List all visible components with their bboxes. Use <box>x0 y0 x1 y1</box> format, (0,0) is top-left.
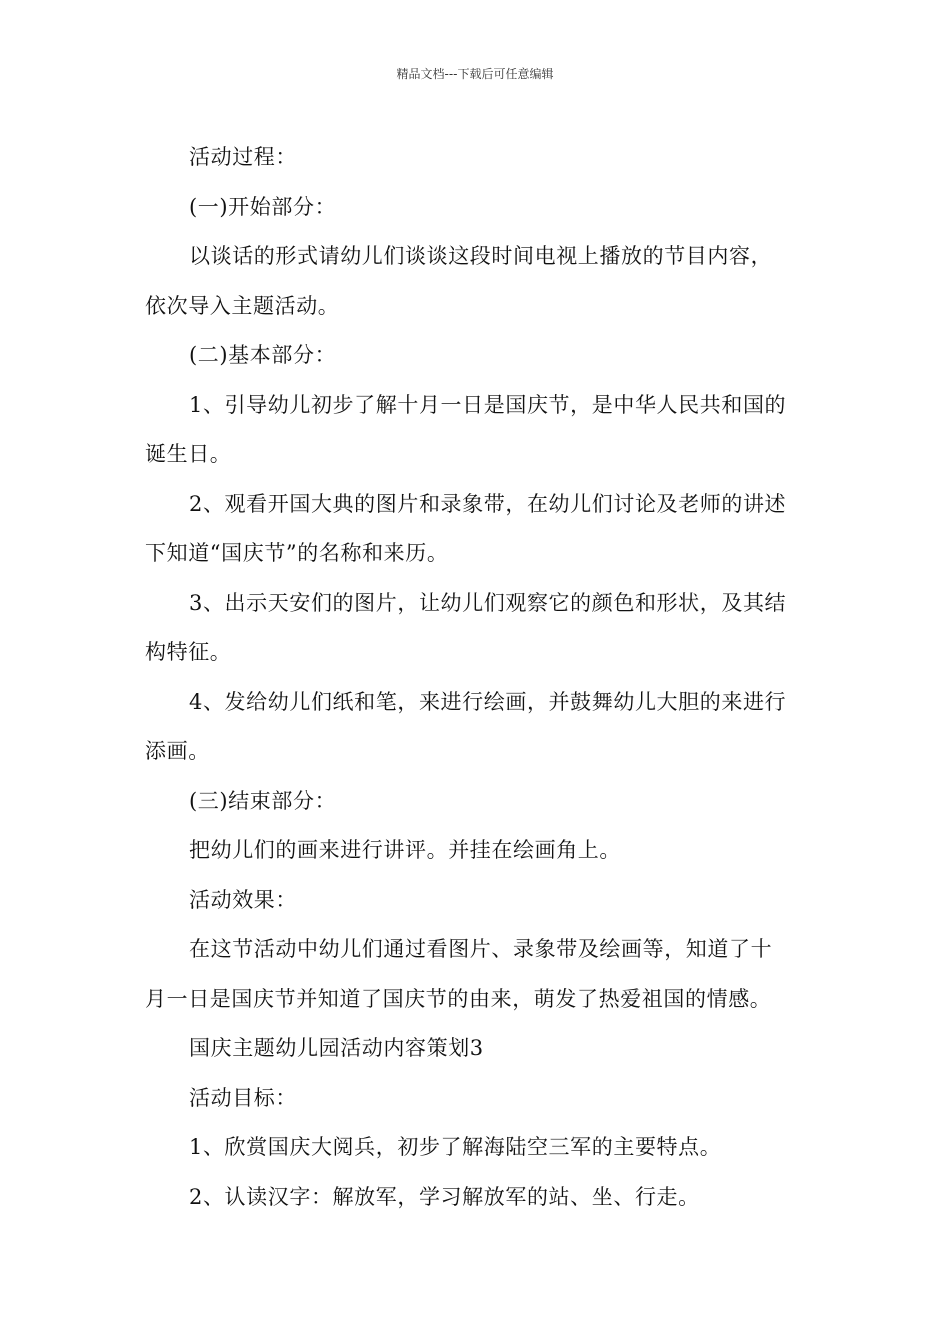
page-header: 精品文档---下载后可任意编辑 <box>396 67 554 81</box>
list-item-continuation: 下知道“国庆节”的名称和来历。 <box>145 541 449 565</box>
list-item-continuation: 添画。 <box>145 739 210 763</box>
list-item: 3、出示天安们的图片，让幼儿们观察它的颜色和形状，及其结 <box>189 590 787 615</box>
section-heading: 活动效果： <box>189 887 297 912</box>
paragraph-line: 依次导入主题活动。 <box>145 293 340 318</box>
section-heading: 活动目标： <box>189 1085 297 1110</box>
document-subtitle: 国庆主题幼儿园活动内容策划3 <box>189 1036 484 1060</box>
list-item: 1、引导幼儿初步了解十月一日是国庆节，是中华人民共和国的 <box>189 392 787 417</box>
section-heading: (一)开始部分： <box>189 194 337 219</box>
paragraph-line: 月一日是国庆节并知道了国庆节的由来，萌发了热爱祖国的情感。 <box>145 986 772 1011</box>
paragraph-line: 在这节活动中幼儿们通过看图片、录象带及绘画等，知道了十 <box>189 937 773 961</box>
paragraph-line: 把幼儿们的画来进行讲评。并挂在绘画角上。 <box>189 838 621 862</box>
paragraph-line: 活动过程： <box>189 145 297 169</box>
section-heading: (三)结束部分： <box>189 788 337 813</box>
list-item-continuation: 构特征。 <box>145 640 232 664</box>
paragraph-line: 以谈话的形式请幼儿们谈谈这段时间电视上播放的节目内容， <box>189 244 773 268</box>
list-item: 1、欣赏国庆大阅兵，初步了解海陆空三军的主要特点。 <box>189 1135 722 1159</box>
document-body <box>145 133 815 1222</box>
list-item: 2、观看开国大典的图片和录象带，在幼儿们讨论及老师的讲述 <box>189 491 787 516</box>
section-heading: (二)基本部分： <box>189 343 337 367</box>
list-item-continuation: 诞生日。 <box>145 442 232 466</box>
list-item: 2、认读汉字：解放军，学习解放军的站、坐、行走。 <box>189 1184 700 1209</box>
list-item: 4、发给幼儿们纸和笔，来进行绘画，并鼓舞幼儿大胆的来进行 <box>189 689 787 714</box>
